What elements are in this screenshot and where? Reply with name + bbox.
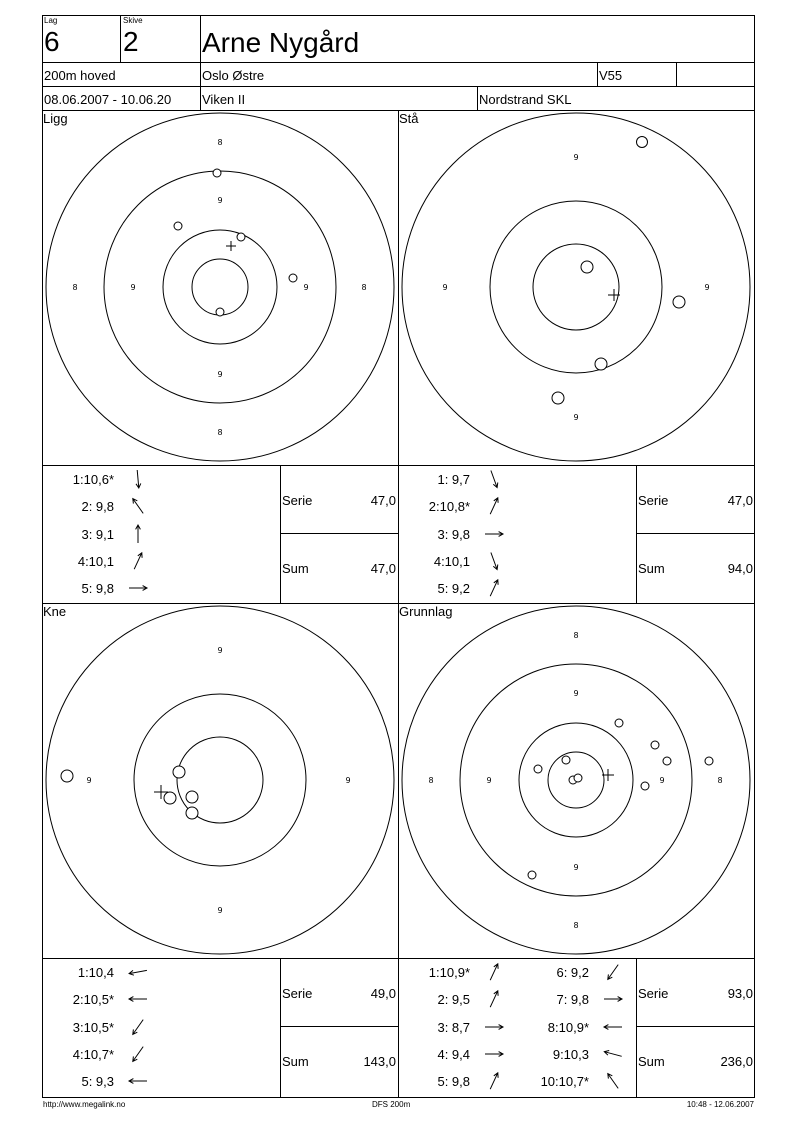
sum-label: Sum (282, 1054, 309, 1069)
shot-score: 2: 9,5 (437, 992, 470, 1008)
shot-list-ligg (42, 466, 280, 603)
ring-label: 9 (130, 283, 136, 292)
skive-value: 2 (123, 26, 139, 57)
shot-row (517, 1074, 635, 1089)
ring-label: 8 (361, 283, 367, 292)
ring-label: 8 (573, 631, 579, 640)
shot-row (517, 1047, 635, 1062)
shot-hole (651, 741, 659, 749)
sum-label: Sum (638, 1054, 665, 1069)
ring-9 (134, 694, 306, 866)
shot-row (42, 554, 280, 569)
serie-label: Serie (638, 986, 669, 1001)
direction-arrow-icon (483, 577, 505, 599)
direction-arrow-icon (483, 1043, 505, 1065)
shot-score: 5: 9,8 (437, 1074, 470, 1090)
ring-9 (490, 201, 662, 373)
shot-score: 3: 9,8 (437, 526, 470, 542)
sum-value: 143,0 (363, 1054, 396, 1069)
ring-8 (104, 171, 336, 403)
shot-list-sta (398, 466, 636, 603)
ring-label: 9 (217, 906, 223, 915)
sum-label: Sum (638, 561, 665, 576)
shot-hole (615, 719, 623, 727)
serie-value: 49,0 (370, 986, 396, 1001)
direction-arrow-icon (602, 1043, 624, 1065)
shot-row (42, 499, 280, 514)
shot-score: 1:10,4 (77, 965, 114, 980)
panel-title-kne: Kne (43, 604, 67, 619)
shot-row (398, 1047, 516, 1062)
direction-arrow-icon (127, 1043, 149, 1065)
direction-arrow-icon (127, 495, 149, 517)
ring-label: 9 (573, 863, 579, 872)
shot-hole (637, 137, 648, 148)
direction-arrow-icon (483, 495, 505, 517)
ring-label: 9 (573, 413, 579, 422)
ring-label: 9 (573, 689, 579, 698)
direction-arrow-icon (127, 550, 149, 572)
shot-score: 2: 9,8 (81, 499, 114, 515)
ring-label: 9 (486, 776, 492, 785)
ring-outer (46, 113, 394, 461)
ring-label: 8 (428, 776, 434, 785)
direction-arrow-icon (127, 468, 149, 490)
shot-score: 3: 9,1 (81, 526, 114, 542)
direction-arrow-icon (483, 988, 505, 1010)
direction-arrow-icon (127, 988, 149, 1010)
direction-arrow-icon (127, 1016, 149, 1038)
panel-title-sta: Stå (399, 111, 419, 126)
shot-row (517, 1020, 635, 1035)
shot-score: 4:10,1 (433, 553, 470, 569)
shot-hole (174, 222, 182, 230)
direction-arrow-icon (602, 988, 624, 1010)
shot-score: 4: 9,4 (437, 1046, 470, 1062)
shot-score: 1:10,9* (428, 965, 470, 980)
ring-label: 9 (217, 370, 223, 379)
center-of-group-mark (226, 241, 236, 251)
serie-label: Serie (638, 493, 669, 508)
shot-score: 3:10,5* (72, 1019, 114, 1035)
shot-row (398, 992, 516, 1007)
sum-value: 94,0 (727, 561, 753, 576)
footer-center: DFS 200m (372, 1100, 411, 1109)
direction-arrow-icon (483, 1016, 505, 1038)
shot-row (42, 1074, 280, 1089)
footer-timestamp: 10:48 - 12.06.2007 (686, 1100, 754, 1109)
shot-score: 2:10,5* (72, 992, 114, 1008)
shot-hole (289, 274, 297, 282)
direction-arrow-icon (483, 523, 505, 545)
shot-row (517, 965, 635, 980)
shot-hole (213, 169, 221, 177)
shot-hole (673, 296, 685, 308)
shot-hole (574, 774, 582, 782)
target-kne (42, 603, 398, 958)
ring-label: 8 (217, 428, 223, 437)
ring-label: 9 (86, 776, 92, 785)
shot-hole (528, 871, 536, 879)
shot-hole (164, 792, 176, 804)
shot-row (398, 1074, 516, 1089)
district: Viken II (202, 92, 246, 107)
serie-value: 93,0 (727, 986, 753, 1001)
shot-hole (186, 807, 198, 819)
club: Oslo Østre (202, 68, 265, 83)
ring-label: 9 (704, 283, 710, 292)
competition: 200m hoved (44, 68, 116, 83)
target-sta (398, 110, 755, 465)
direction-arrow-icon (483, 961, 505, 983)
shot-score: 6: 9,2 (556, 965, 589, 980)
shot-list-kne (42, 959, 280, 1096)
shot-hole (552, 392, 564, 404)
ring-label: 9 (303, 283, 309, 292)
shot-score: 2:10,8* (428, 499, 470, 515)
shot-list-grunnlag-2 (517, 959, 635, 1096)
skive-label: Skive (123, 16, 143, 25)
ring-label: 8 (717, 776, 723, 785)
center-of-group-mark (608, 289, 620, 301)
shot-hole (595, 358, 607, 370)
shot-score: 9:10,3 (552, 1046, 589, 1062)
shot-hole (237, 233, 245, 241)
lag-value: 6 (44, 26, 60, 57)
ring-label: 8 (217, 138, 223, 147)
venue: Nordstrand SKL (479, 92, 572, 107)
direction-arrow-icon (602, 1016, 624, 1038)
ring-10 (533, 244, 619, 330)
shot-score: 10:10,7* (540, 1074, 589, 1090)
shot-score: 1:10,6* (72, 472, 114, 487)
shot-hole (173, 766, 185, 778)
lag-label: Lag (44, 16, 58, 25)
direction-arrow-icon (483, 1070, 505, 1092)
shot-row (42, 581, 280, 596)
shot-row (42, 472, 280, 487)
ring-label: 8 (72, 283, 78, 292)
direction-arrow-icon (127, 1070, 149, 1092)
serie-label: Serie (282, 493, 313, 508)
dates: 08.06.2007 - 10.06.20 (44, 92, 172, 107)
shot-row (42, 1047, 280, 1062)
shot-score: 5: 9,2 (437, 581, 470, 597)
shot-score: 5: 9,3 (81, 1074, 114, 1090)
direction-arrow-icon (127, 961, 149, 983)
footer-url[interactable]: http://www.megalink.no (43, 1100, 126, 1109)
direction-arrow-icon (127, 523, 149, 545)
ring-label: 9 (442, 283, 448, 292)
serie-value: 47,0 (727, 493, 753, 508)
ring-label: 9 (217, 196, 223, 205)
shot-score: 3: 8,7 (437, 1019, 470, 1035)
shot-row (398, 554, 636, 569)
shot-list-grunnlag-1 (398, 959, 516, 1096)
shot-score: 1: 9,7 (437, 472, 470, 487)
ring-label: 9 (573, 153, 579, 162)
direction-arrow-icon (127, 577, 149, 599)
shot-hole (216, 308, 224, 316)
panel-title-ligg: Ligg (43, 111, 68, 126)
direction-arrow-icon (483, 550, 505, 572)
ring-10 (192, 259, 248, 315)
class: V55 (599, 68, 623, 83)
ring-outer (402, 113, 750, 461)
shot-score: 7: 9,8 (556, 992, 589, 1008)
shot-row (398, 472, 636, 487)
sum-value: 47,0 (370, 561, 396, 576)
ring-9 (163, 230, 277, 344)
ring-label: 9 (217, 646, 223, 655)
shot-row (42, 527, 280, 542)
shot-hole (663, 757, 671, 765)
shot-hole (641, 782, 649, 790)
ring-label: 9 (659, 776, 665, 785)
shot-score: 5: 9,8 (81, 581, 114, 597)
target-grunnlag (398, 603, 755, 958)
ring-outer (46, 606, 394, 954)
shot-row (398, 965, 516, 980)
shot-row (398, 499, 636, 514)
serie-value: 47,0 (370, 493, 396, 508)
ring-label: 8 (573, 921, 579, 930)
ring-label: 9 (345, 776, 351, 785)
direction-arrow-icon (483, 468, 505, 490)
shot-row (398, 527, 636, 542)
shot-hole (705, 757, 713, 765)
shot-hole (562, 756, 570, 764)
shot-row (398, 581, 636, 596)
serie-label: Serie (282, 986, 313, 1001)
direction-arrow-icon (602, 1070, 624, 1092)
sum-label: Sum (282, 561, 309, 576)
shot-hole (61, 770, 73, 782)
shot-row (517, 992, 635, 1007)
shot-score: 4:10,1 (77, 553, 114, 569)
target-ligg (42, 110, 398, 465)
panel-title-grunnlag: Grunnlag (399, 604, 453, 619)
shot-hole (534, 765, 542, 773)
shot-score: 4:10,7* (72, 1046, 114, 1062)
shot-hole (581, 261, 593, 273)
shot-row (42, 1020, 280, 1035)
shot-row (42, 992, 280, 1007)
shot-row (398, 1020, 516, 1035)
sum-value: 236,0 (720, 1054, 753, 1069)
shot-score: 8:10,9* (547, 1019, 589, 1035)
direction-arrow-icon (602, 961, 624, 983)
shot-row (42, 965, 280, 980)
shot-hole (186, 791, 198, 803)
shooter-name: Arne Nygård (202, 27, 360, 58)
